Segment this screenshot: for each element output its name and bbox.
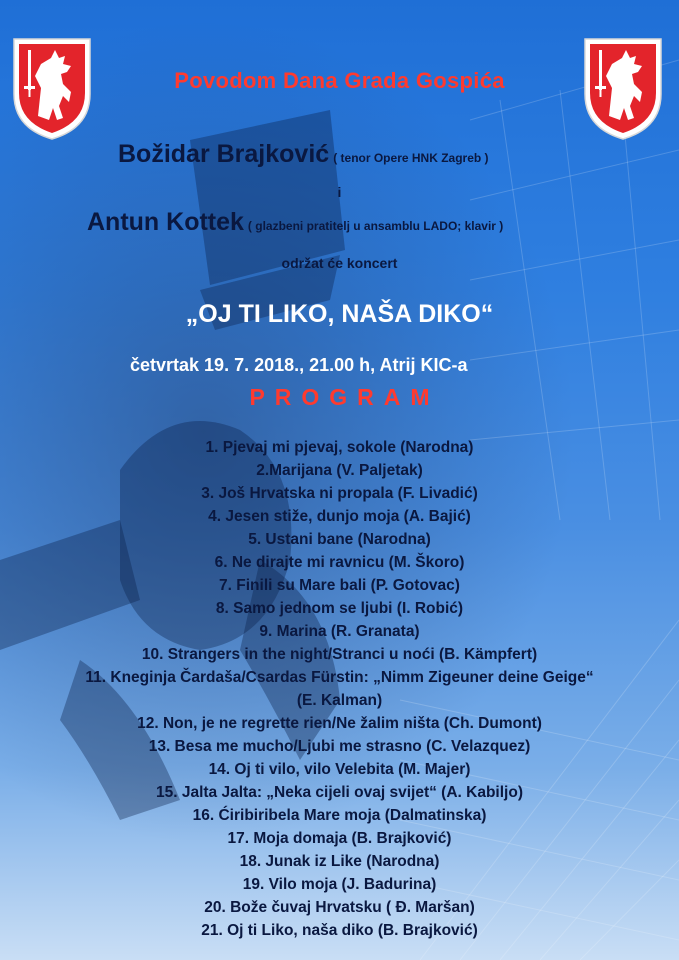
program-item: 9. Marina (R. Granata) bbox=[259, 623, 420, 640]
program-item: 17. Moja domaja (B. Brajković) bbox=[227, 830, 452, 847]
program-item: 8. Samo jednom se ljubi (I. Robić) bbox=[215, 600, 464, 617]
program-item: 2.Marijana (V. Paljetak) bbox=[256, 462, 423, 479]
conjunction: i bbox=[337, 184, 342, 200]
program-item: 12. Non, je ne regrette rien/Ne žalim ništa (Ch. Dumont) bbox=[137, 715, 542, 732]
program-item: 3. Još Hrvatska ni propala (F. Livadić) bbox=[201, 485, 478, 502]
program-item: 11. Kneginja Čardaša/Csardas Fürstin: „Nimm Zigeuner deine Geige“ bbox=[85, 669, 594, 686]
program-item: 1. Pjevaj mi pjevaj, sokole (Narodna) bbox=[205, 439, 474, 456]
program-item: (E. Kalman) bbox=[296, 692, 383, 709]
performer-1-role: ( tenor Opere HNK Zagreb ) bbox=[333, 151, 489, 165]
occasion-heading: Povodom Dana Grada Gospića bbox=[174, 68, 505, 93]
program-item: 4. Jesen stiže, dunjo moja (A. Bajić) bbox=[208, 508, 471, 525]
program-item: 10. Strangers in the night/Stranci u noći (B. Kämpfert) bbox=[141, 646, 538, 663]
program-item: 14. Oj ti vilo, vilo Velebita (M. Majer) bbox=[208, 761, 471, 778]
program-item: 21. Oj ti Liko, naša diko (B. Brajković) bbox=[201, 922, 478, 939]
program-item: 19. Vilo moja (J. Badurina) bbox=[242, 876, 437, 893]
date-time-location: četvrtak 19. 7. 2018., 21.00 h, Atrij KIC-a bbox=[130, 355, 468, 375]
program-heading: PROGRAM bbox=[249, 384, 440, 410]
program-item: 5. Ustani bane (Narodna) bbox=[248, 531, 431, 548]
concert-line: održat će koncert bbox=[281, 255, 398, 271]
program-item: 15. Jalta Jalta: „Neka cijeli ovaj svijet“ (A. Kabiljo) bbox=[156, 784, 523, 801]
program-item: 16. Ćiribiribela Mare moja (Dalmatinska) bbox=[192, 807, 487, 824]
program-item: 18. Junak iz Like (Narodna) bbox=[239, 853, 440, 870]
program-item: 6. Ne dirajte mi ravnicu (M. Škoro) bbox=[214, 554, 465, 571]
performer-2-name: Antun Kottek bbox=[87, 208, 244, 236]
program-list bbox=[0, 436, 679, 942]
program-item: 13. Besa me mucho/Ljubi me strasno (C. Velazquez) bbox=[148, 738, 531, 755]
performer-2 bbox=[87, 208, 503, 237]
program-item: 7. Finili su Mare bali (P. Gotovac) bbox=[219, 577, 460, 594]
performer-1 bbox=[118, 140, 489, 169]
performer-1-name: Božidar Brajković bbox=[118, 140, 330, 168]
concert-title: „OJ TI LIKO, NAŠA DIKO“ bbox=[185, 300, 494, 328]
program-item: 20. Bože čuvaj Hrvatsku ( Đ. Maršan) bbox=[204, 899, 475, 916]
performer-2-role: ( glazbeni pratitelj u ansamblu LADO; klavir ) bbox=[247, 219, 504, 233]
